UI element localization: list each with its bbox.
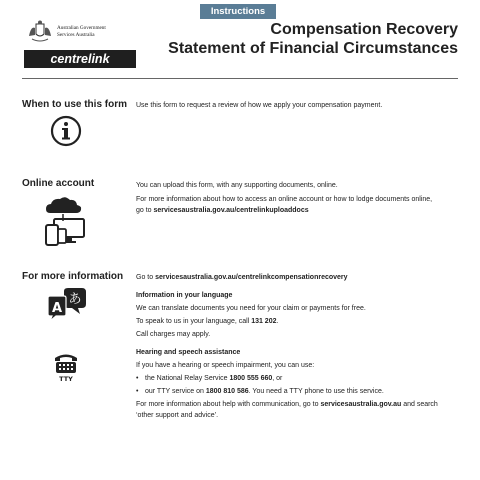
language-heading: Information in your language	[136, 292, 233, 299]
upload-docs-link[interactable]: servicesaustralia.gov.au/centrelinkuploaddocs	[153, 207, 309, 214]
list-item	[136, 386, 458, 397]
more-goto	[136, 272, 458, 283]
relay-service-number: 1800 555 660	[229, 375, 273, 382]
svg-text:あ: あ	[68, 292, 82, 307]
bullet1-suffix: , or	[272, 375, 283, 382]
bullet2-prefix: our TTY service on	[145, 388, 206, 395]
online-p1: You can upload this form, with any supporting documents, online.	[136, 182, 338, 189]
when-text: Use this form to request a review of how we apply your compensation payment.	[136, 102, 383, 109]
online-p2-prefix: go to	[136, 207, 154, 214]
when-text-block	[136, 100, 458, 111]
tty-service-number: 1800 810 586	[205, 388, 249, 395]
language-p2-prefix: To speak to us in your language, call	[136, 318, 252, 325]
compensation-recovery-link[interactable]: servicesaustralia.gov.au/centrelinkcompensationrecovery	[155, 274, 348, 281]
tty-phone-icon	[53, 352, 79, 382]
government-name	[57, 25, 106, 39]
hearing-p1: If you have a hearing or speech impairment, you can use:	[136, 362, 315, 369]
title-line-1: Compensation Recovery	[270, 21, 458, 38]
header-divider	[22, 78, 458, 79]
gov-line-1: Australian Government	[57, 25, 106, 31]
info-icon	[50, 115, 82, 147]
final-prefix: For more information about help with communication, go to	[136, 401, 321, 408]
svg-text:A: A	[51, 301, 63, 316]
when-heading: When to use this form	[22, 99, 127, 110]
language-p2	[136, 316, 458, 327]
instructions-tab: Instructions	[200, 4, 276, 19]
more-goto-prefix: Go to	[136, 274, 156, 281]
services-australia-link[interactable]: servicesaustralia.gov.au	[320, 401, 402, 408]
final-suffix: and search	[401, 401, 438, 408]
online-text-block	[136, 180, 458, 216]
online-p2	[136, 194, 458, 216]
online-heading: Online account	[22, 178, 95, 189]
title-line-2: Statement of Financial Circumstances	[168, 40, 458, 57]
language-p2-suffix: .	[276, 318, 279, 325]
hearing-options-list	[136, 373, 458, 397]
bullet1-prefix: the National Relay Service	[145, 375, 230, 382]
more-text-block	[136, 272, 458, 421]
cloud-devices-icon	[42, 195, 88, 247]
list-item	[136, 373, 458, 384]
more-heading: For more information	[22, 271, 124, 282]
language-p1: We can translate documents you need for your claim or payments for free.	[136, 305, 366, 312]
form-title	[168, 20, 458, 58]
hearing-heading: Hearing and speech assistance	[136, 349, 241, 356]
language-icon	[46, 288, 86, 322]
coat-of-arms-icon	[26, 20, 54, 44]
language-p3: Call charges may apply.	[136, 331, 211, 338]
online-p2-line1: For more information about how to access an online account or how to lodge documents online,	[136, 196, 433, 203]
gov-line-2: Services Australia	[57, 32, 95, 38]
final-line2: ‘other support and advice’.	[136, 412, 219, 419]
hearing-final	[136, 399, 458, 421]
tty-label: TTY	[59, 375, 73, 382]
language-phone-number: 131 202	[251, 318, 277, 325]
bullet2-suffix: . You need a TTY phone to use this service.	[248, 388, 384, 395]
centrelink-brand-bar: centrelink	[24, 50, 136, 68]
